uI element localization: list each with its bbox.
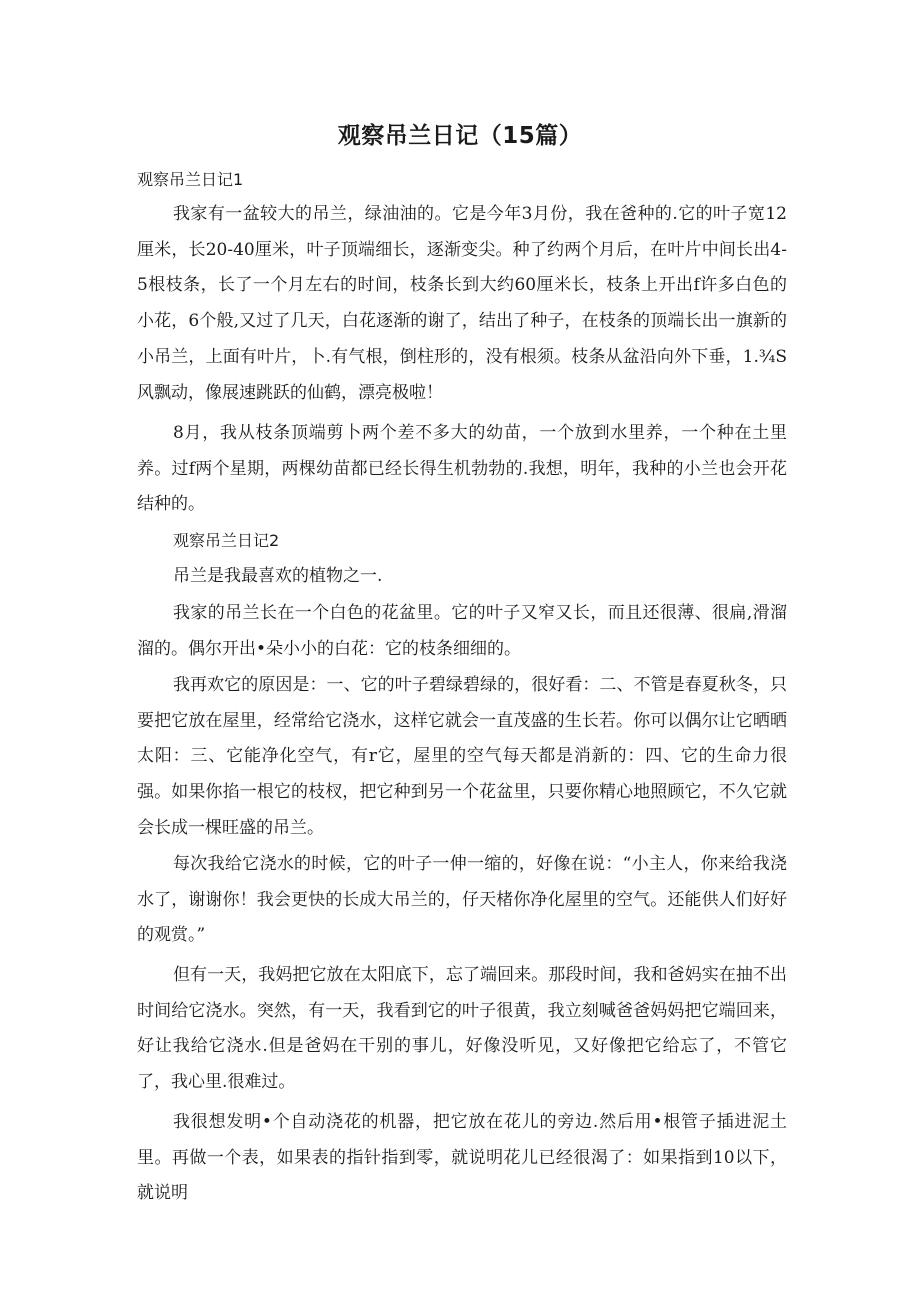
entry-2-paragraph-2: 我家的吊兰长在一个白色的花盆里。它的叶子又窄又长，而且还很薄、很扁,滑溜溜的。偶尔开出•朵小小的白花：它的枝条细细的。 — [137, 603, 787, 659]
entry-heading-2: 观察吊兰日记2 — [173, 531, 280, 550]
document-title: 观察吊兰日记（15篇） — [337, 123, 583, 149]
entry-2-paragraph-4: 每次我给它浇水的时候，它的叶子一伸一缩的，好像在说：“小主人，你来给我浇水了，谢谢你！我会更快的长成大吊兰的，仔天楮你净化屋里的空气。还能供人们好好的观赏。” — [137, 854, 787, 946]
entry-1-paragraph-1: 我家有一盆较大的吊兰，绿油油的。它是今年3月份，我在爸种的.它的叶子宽12厘米，长20-40厘米，叶子顶端细长，逐渐变尖。种了约两个月后，在叶片中间长出4-5根枝条，长了一个月左右的时间，枝条长到大约60厘米长，枝条上开出f许多白色的小花，6个般,又过了几天，白花逐渐的谢了，结出了种子，在枝条的顶端长出一旗新的小吊兰，上面有叶片，卜.有气根，倒柱形的，没有根须。枝条从盆沿向外下垂，1.¾S风飘动，像展速跳跃的仙鹤，漂亮极啦！ — [137, 204, 787, 403]
entry-2-paragraph-3: 我再欢它的原因是：一、它的叶子碧绿碧绿的，很好看：二、不管是春夏秋冬，只要把它放在屋里，经常给它浇水，这样它就会一直茂盛的生长若。你可以偶尔让它晒晒太阳：三、它能净化空气，有r它，屋里的空气每天都是消新的：四、它的生命力很强。如果你掐一根它的枝杈，把它种到另一个花盆里，只要你精心地照顾它，不久它就会长成一棵旺盛的吊兰。 — [137, 675, 787, 838]
entry-heading-1: 观察吊兰日记1 — [137, 170, 244, 189]
entry-2-paragraph-1: 吊兰是我最喜欢的植物之一. — [173, 566, 383, 586]
entry-1-paragraph-2: 8月，我从枝条顶端剪卜两个差不多大的幼苗，一个放到水里养，一个种在土里养。过f两个星期，两棵幼苗都已经长得生机勃勃的.我想，明年，我种的小兰也会开花结种的。 — [137, 423, 787, 515]
entry-2-paragraph-5: 但有一天，我妈把它放在太阳底下，忘了端回来。那段时间，我和爸妈实在抽不出时间给它浇水。突然，有一天，我看到它的叶子很黄，我立刻喊爸爸妈妈把它端回来，好让我给它浇水.但是爸妈在干别的事儿，好像没听见，又好像把它给忘了，不管它了，我心里.很难过。 — [137, 965, 787, 1093]
entry-2-paragraph-6: 我很想发明•个自动浇花的机器，把它放在花儿的旁边.然后用•根管子插进泥土里。再做一个表，如果表的指针指到零，就说明花儿已经很渴了：如果指到10以下，就说明 — [137, 1112, 787, 1204]
